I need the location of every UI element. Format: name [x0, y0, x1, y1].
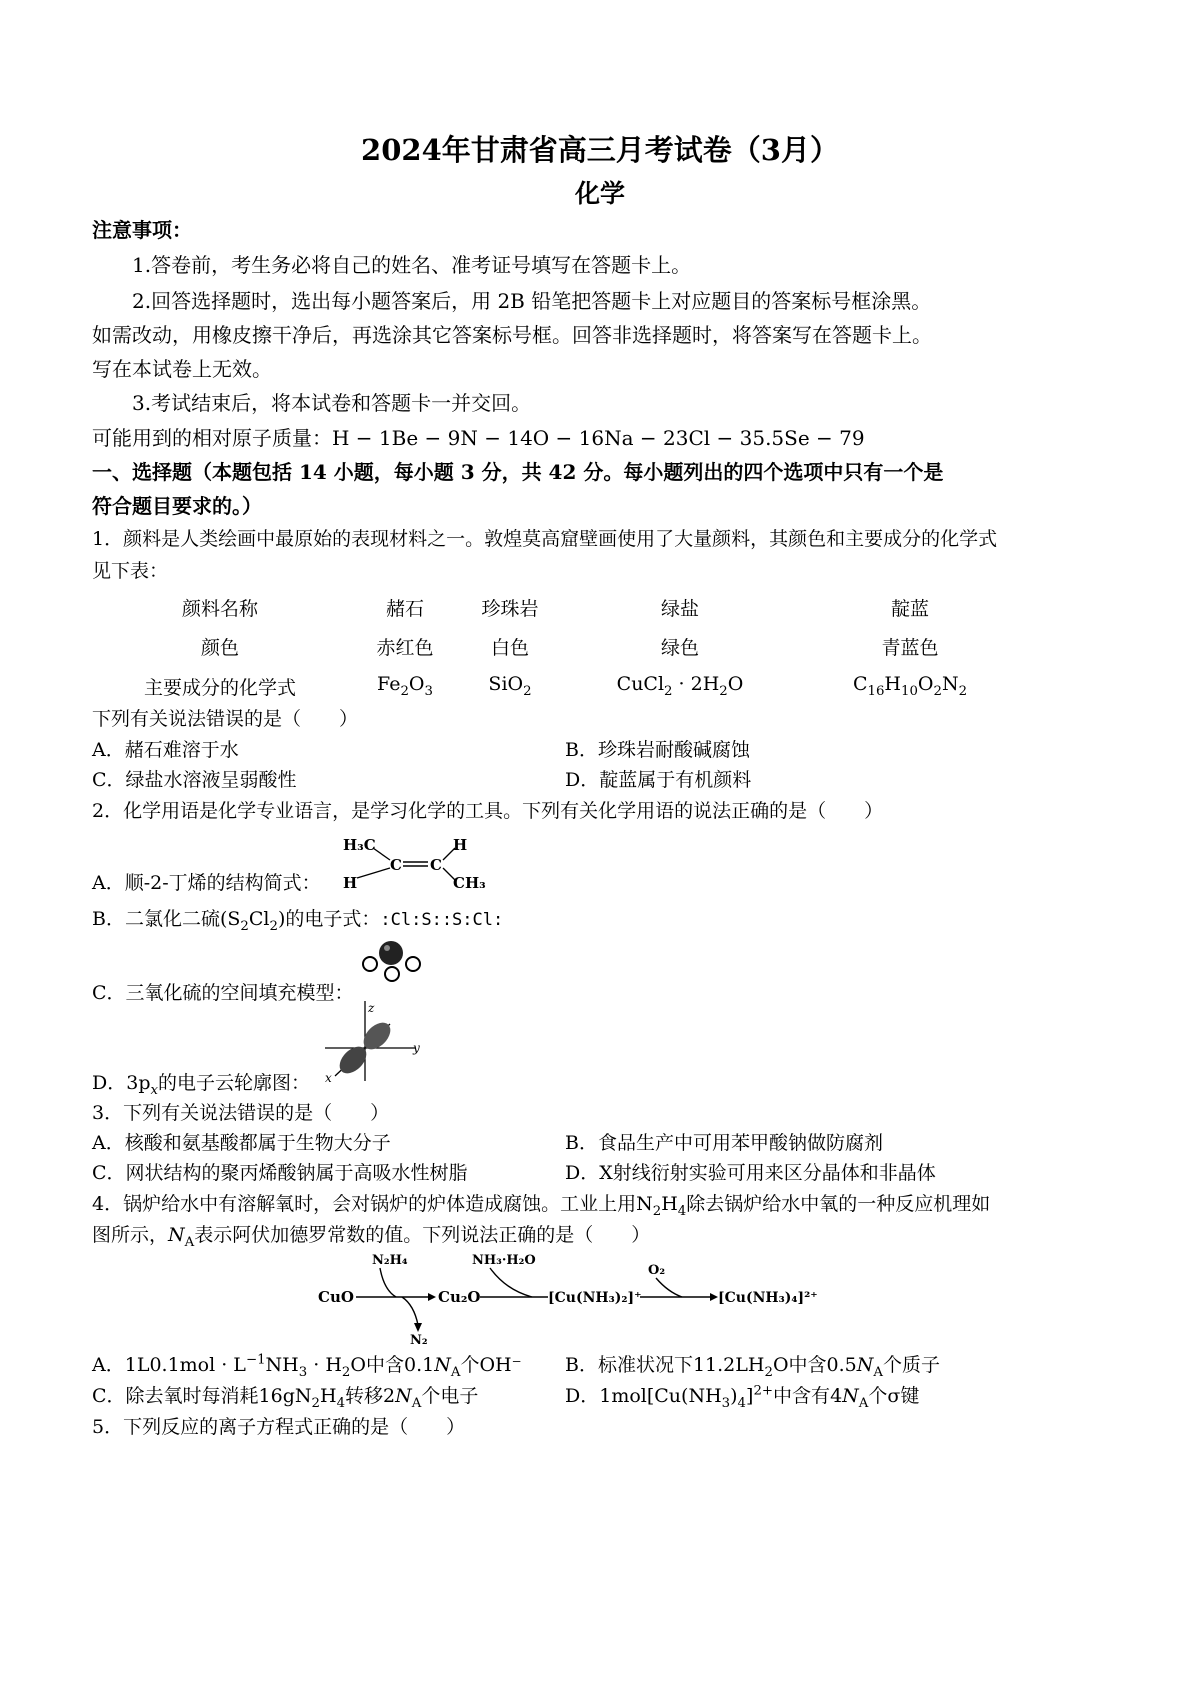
table-cell: 主要成分的化学式 — [143, 677, 296, 699]
q4-b-suffix: 个质子 — [882, 1354, 940, 1376]
q4-stem-prefix: 4．锅炉给水中有溶解氧时，会对锅炉的炉体造成腐蚀。工业上用 — [92, 1193, 637, 1215]
q3-option-d: D．X射线衍射实验可用来区分晶体和非晶体 — [565, 1162, 936, 1184]
svg-text:H: H — [343, 874, 358, 892]
q4-option-a — [92, 1350, 522, 1380]
table-cell: 靛蓝 — [890, 598, 929, 620]
q4-b-mid: 中含 — [788, 1354, 827, 1376]
table-cell: 白色 — [490, 637, 529, 659]
q4-c-prefix: C．除去氧时每消耗 — [92, 1385, 259, 1407]
svg-text:z: z — [368, 1001, 375, 1015]
label-o2: O₂ — [648, 1263, 666, 1278]
table-cell: 绿盐 — [660, 598, 699, 620]
notice-heading: 注意事项： — [92, 218, 192, 242]
q5-stem: 5．下列反应的离子方程式正确的是（ ） — [92, 1416, 466, 1438]
q1-stem-line-1: 1．颜料是人类绘画中最原始的表现材料之一。敦煌莫高窟壁画使用了大量颜料，其颜色和主要成分的化学式 — [92, 528, 998, 550]
label-complex-1: [Cu(NH₃)₂]⁺ — [548, 1290, 642, 1306]
svg-text:CH₃: CH₃ — [453, 874, 486, 892]
q4-d-suffix: 个σ键 — [868, 1385, 920, 1407]
q4-c-amount: $2N_A$ — [383, 1385, 422, 1411]
formula-cucl2: CuCl$_2$ · $2H_2O$ — [616, 673, 744, 699]
svg-text:C: C — [430, 856, 442, 874]
q4-a-mid: 中含 — [365, 1354, 404, 1376]
q2-option-c: C．三氧化硫的空间填充模型： — [92, 982, 354, 1004]
q2-option-d-suffix: 的电子云轮廓图： — [158, 1072, 311, 1094]
notice-item-2-line-2: 如需改动，用橡皮擦干净后，再选涂其它答案标号框。回答非选择题时，将答案写在答题卡上。 — [92, 323, 932, 347]
q4-c-mid: 转移 — [345, 1385, 384, 1407]
q4-b-amount: $0.5N_A$ — [826, 1354, 883, 1380]
table-cell: 赭石 — [385, 598, 424, 620]
q4-stem-line-2 — [92, 1220, 651, 1250]
table-cell: 颜色 — [200, 637, 239, 659]
q1-option-a: A．赭石难溶于水 — [92, 739, 239, 761]
q4-d-expression: $1mol[Cu(NH_3)_4]^{2+}$ — [599, 1383, 774, 1411]
q3-stem: 3．下列有关说法错误的是（ ） — [92, 1102, 390, 1124]
q4-reaction-mechanism-diagram — [310, 1250, 840, 1345]
table-cell: 珍珠岩 — [481, 598, 539, 620]
q3-option-c: C．网状结构的聚丙烯酸钠属于高吸水性树脂 — [92, 1162, 468, 1184]
notice-item-1: 1.答卷前，考生务必将自己的姓名、准考证号填写在答题卡上。 — [132, 253, 692, 277]
label-cu2o: Cu₂O — [438, 1288, 481, 1306]
q1-option-c: C．绿盐水溶液呈弱酸性 — [92, 769, 297, 791]
q2-option-b — [92, 904, 504, 934]
q4-option-c — [92, 1381, 479, 1411]
formula-indigo: $C_{16}H_{10}O_2N_2$ — [852, 673, 968, 699]
svg-text:y: y — [413, 1041, 420, 1055]
notice-item-2-line-1: 2.回答选择题时，选出每小题答案后，用 2B 铅笔把答题卡上对应题目的答案标号框涂黑。 — [132, 289, 932, 313]
q3-option-a: A．核酸和氨基酸都属于生物大分子 — [92, 1132, 391, 1154]
notice-item-2-line-3: 写在本试卷上无效。 — [92, 357, 272, 381]
q4-stem-line-1 — [92, 1189, 991, 1219]
q2-option-b-suffix: 的电子式： — [285, 908, 381, 930]
q1-option-d: D．靛蓝属于有机颜料 — [565, 769, 752, 791]
q4-d-mid: 中含有 — [773, 1385, 831, 1407]
table-cell: 赤红色 — [376, 637, 434, 659]
q1-stem-line-2: 见下表： — [92, 560, 169, 582]
q2-stem: 2．化学用语是化学专业语言，是学习化学的工具。下列有关化学用语的说法正确的是（ ） — [92, 800, 884, 822]
label-cuo: CuO — [318, 1288, 354, 1306]
cis-2-butene-structure — [335, 828, 490, 898]
q1-option-b: B．珍珠岩耐酸碱腐蚀 — [565, 739, 750, 761]
label-complex-2: [Cu(NH₃)₄]²⁺ — [718, 1290, 818, 1306]
svg-text:H₃C: H₃C — [343, 836, 376, 854]
q4-a-expression: $1L0.1mol \cdot L^{-1}NH_3 \cdot H_2O$ — [124, 1352, 366, 1380]
q4-line2-suffix: 表示阿伏加德罗常数的值。下列说法正确的是（ ） — [194, 1224, 651, 1246]
label-n2: N₂ — [410, 1333, 428, 1345]
section-heading-line-2: 符合题目要求的。） — [92, 494, 262, 518]
q4-a-prefix: A． — [92, 1354, 125, 1376]
q4-b-expression: $11.2LH_2O$ — [692, 1354, 789, 1380]
so3-space-filling-model — [355, 936, 435, 986]
formula-sio2: SiO$_2$ — [488, 673, 532, 699]
q2-option-b-prefix: B．二氯化二硫 — [92, 908, 220, 930]
q4-c-expression: $16gN_2H_4$ — [258, 1385, 346, 1411]
notice-item-3: 3.考试结束后，将本试卷和答题卡一并交回。 — [132, 391, 532, 415]
page-title: 2024年甘肃省高三月考试卷（3月） — [361, 133, 839, 167]
subject-title: 化学 — [574, 179, 625, 208]
q2-option-d — [92, 1068, 311, 1098]
atomic-mass-line: 可能用到的相对原子质量：H − 1Be − 9N − 14O − 16Na − 23Cl − 35.5Se − 79 — [92, 426, 865, 450]
q1-question: 下列有关说法错误的是（ ） — [92, 708, 359, 730]
q4-stem-suffix: 除去锅炉给水中氧的一种反应机理如 — [686, 1193, 991, 1215]
q4-option-b — [565, 1350, 940, 1380]
formula-n2h4: $N_2H_4$ — [636, 1193, 687, 1219]
q3-option-b: B．食品生产中可用苯甲酸钠做防腐剂 — [565, 1132, 883, 1154]
q4-a-amount: $0.1N_A$ — [403, 1354, 461, 1380]
label-nh3-h2o: NH₃·H₂O — [472, 1253, 536, 1268]
q4-c-suffix: 个电子 — [421, 1385, 479, 1407]
svg-text:x: x — [325, 1071, 332, 1085]
section-heading-line-1: 一、选择题（本题包括 14 小题，每小题 3 分，共 42 分。每小题列出的四个选项中只有一个是 — [92, 460, 944, 484]
svg-text:H: H — [453, 836, 468, 854]
formula-s2cl2: $(S_2Cl_2)$ — [219, 908, 286, 934]
q4-d-prefix: D． — [565, 1385, 600, 1407]
q2-option-d-prefix: D． — [92, 1072, 127, 1094]
symbol-na: $N_A$ — [168, 1224, 195, 1250]
label-n2h4: N₂H₄ — [372, 1253, 408, 1268]
formula-fe2o3: $Fe_2O_3$ — [377, 673, 433, 699]
table-cell: 绿色 — [660, 637, 699, 659]
svg-text:C: C — [390, 856, 402, 874]
q2-option-a: A．顺-2-丁烯的结构简式： — [92, 872, 321, 894]
q4-option-d — [565, 1381, 920, 1411]
table-cell: 青蓝色 — [881, 637, 939, 659]
q4-b-prefix: B．标准状况下 — [565, 1354, 693, 1376]
q4-line2-prefix: 图所示， — [92, 1224, 169, 1246]
q4-d-amount: $4N_A$ — [830, 1385, 869, 1411]
q4-a-suffix: 个OH⁻ — [460, 1354, 522, 1376]
orbital-3px: $3p_x$ — [126, 1072, 158, 1098]
3px-orbital-diagram — [315, 996, 425, 1086]
electron-formula: :Cl:S::S:Cl: — [380, 910, 504, 930]
table-cell: 颜料名称 — [181, 598, 258, 620]
